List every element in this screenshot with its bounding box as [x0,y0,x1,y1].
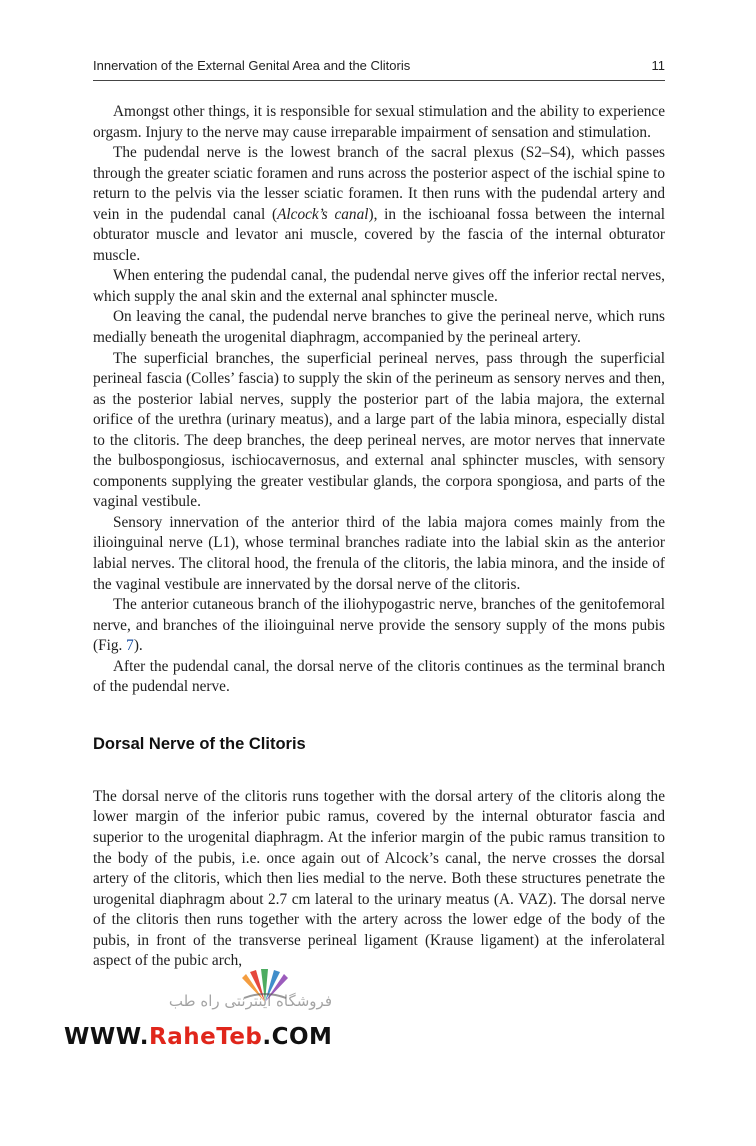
paragraph: On leaving the canal, the pudendal nerve branches to give the perineal nerve, which runs medially beneath the urogenital diaphragm, accompanied by the perineal artery. [93,308,665,347]
paragraph-text: The anterior cutaneous branch of the iliohypogastric nerve, branches of the genitofemoral nerve, and branches of the ilioinguinal nerve provide the sensory supply of the mons pubis (Fig. [93,596,665,655]
watermark-suffix: .COM [262,1024,333,1050]
section-gap [93,698,665,734]
page-number: 11 [651,58,665,73]
body-text [93,102,665,972]
paragraph: The superficial branches, the superficial perineal nerves, pass through the superficial perineal fascia (Colles’ fascia) to supply the skin of the perineum as sensory nerves and then, as the posterior labial nerves, supply the posterior part of the labia majora, the external orifice of the urethra (urinary meatus), and a large part of the labia minora, especially distal to the clitoris. The deep branches, the deep perineal nerves, are motor nerves that innervate the bulbospongiosus, ischiocavernosus, and external anal sphincter muscles, with sensory components supplying the greater vestibular glands, the corpora spongiosa, and parts of the vaginal vestibule. [93,349,665,511]
italic-term: Alcock’s canal [277,205,369,223]
paragraph [93,595,665,657]
paragraph-text: The pudendal nerve is the lowest branch of the sacral plexus (S2–S4), which passes through the greater sciatic foramen and runs across the posterior aspect of the ischial spine to return to the pelvis via the lesser sciatic foramen. It then runs with the pudendal artery and vein in the pudendal canal ( [93,144,665,223]
paragraph: The dorsal nerve of the clitoris runs together with the dorsal artery of the clitoris along the lower margin of the inferior pubic ramus, covered by the internal obturator fascia and superior to the urogenital diaphragm. At the inferior margin of the pubic ramus transition to the body of the pubis, i.e. once again out of Alcock’s canal, the nerve crosses the dorsal artery of the clitoris, which then lies medial to the nerve. Both these structures penetrate the urogenital diaphragm about 2.7 cm lateral to the urinary meatus (A. VAZ). The dorsal nerve of the clitoris then runs together with the artery across the lower edge of the body of the pubis, in front of the transverse perineal ligament (Krause ligament) at the inferolateral aspect of the pubic arch, [93,787,665,970]
paragraph: Amongst other things, it is responsible for sexual stimulation and the ability to experience orgasm. Injury to the nerve may cause irreparable impairment of sensation and stimulation. [93,103,665,141]
watermark-prefix: WWW. [64,1024,149,1050]
watermark [62,968,332,1058]
paragraph-text: ). [133,637,143,655]
running-header [93,58,665,73]
paragraph-text: ), in the ischioanal fossa between the internal obturator muscle and levator ani muscle, covered by the fascia of the internal obturator muscle. [93,205,665,264]
section-heading: Dorsal Nerve of the Clitoris [93,734,306,753]
watermark-subtitle: فروشگاه اینترنتی راه طب [168,992,332,1010]
figure-link[interactable]: 7 [126,637,134,655]
header-rule [93,80,665,81]
paragraph [93,143,665,266]
paragraph: When entering the pudendal canal, the pudendal nerve gives off the inferior rectal nerves, which supply the anal skin and the external anal sphincter muscle. [93,267,665,305]
paragraph: After the pudendal canal, the dorsal nerve of the clitoris continues as the terminal branch of the pudendal nerve. [93,657,665,696]
watermark-url [64,1024,332,1050]
watermark-brand: RaheTeb [148,1024,263,1050]
running-header-title: Innervation of the External Genital Area and the Clitoris [93,58,411,73]
paragraph: Sensory innervation of the anterior third of the labia majora comes mainly from the ilioinguinal nerve (L1), whose terminal branches radiate into the labial skin as the anterior labial nerves. The clitoral hood, the frenula of the clitoris, the labia minora, and the inside of the vaginal vestibule are innervated by the dorsal nerve of the clitoris. [93,513,665,593]
